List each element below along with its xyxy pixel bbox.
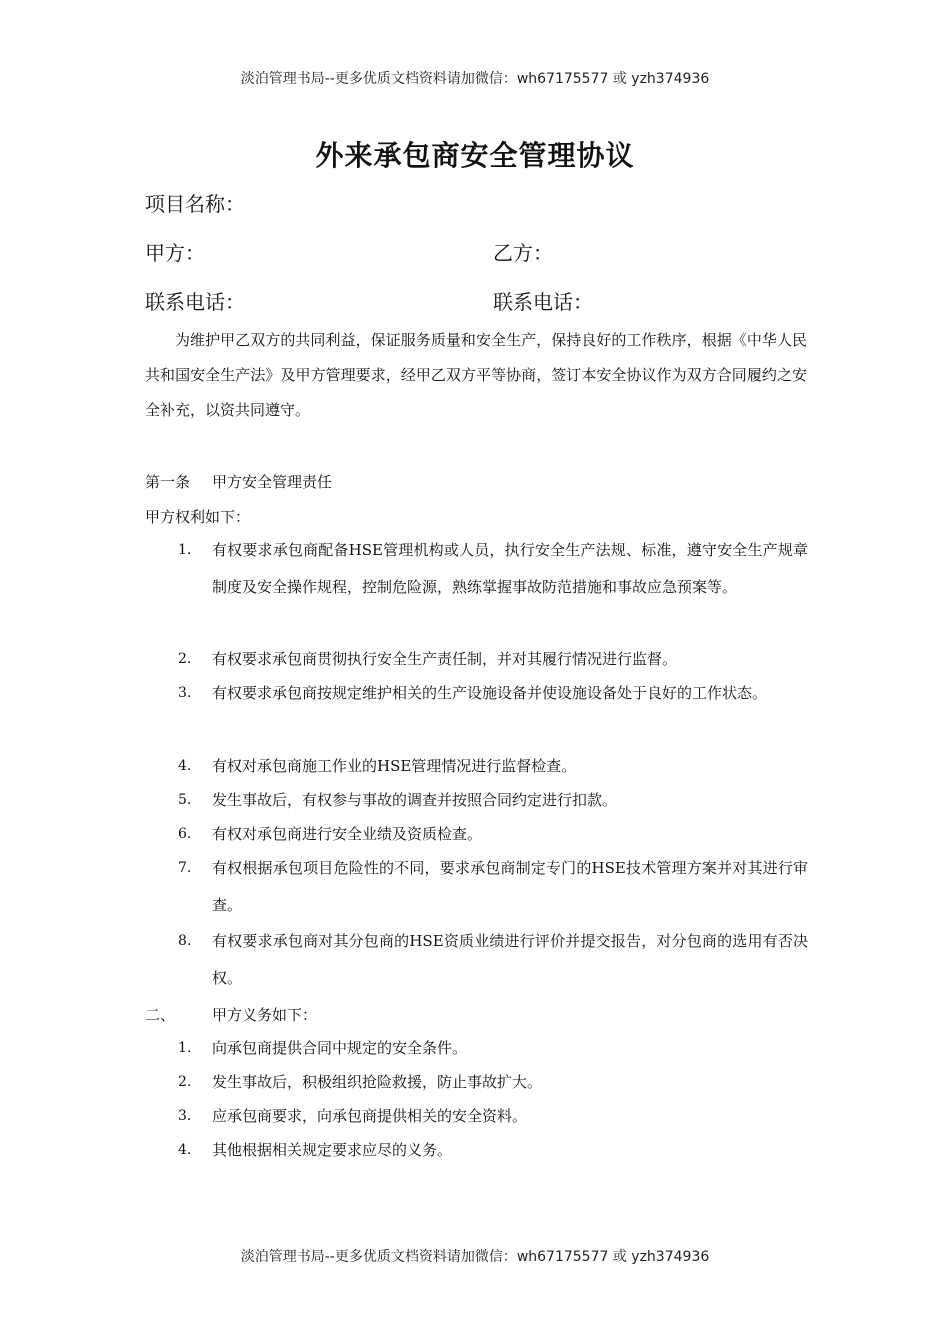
rights-item-number: 5. bbox=[178, 792, 192, 808]
phone-b-label: 联系电话： bbox=[493, 290, 593, 314]
rights-item-text: 有权对承包商进行安全业绩及资质检查。 bbox=[212, 825, 483, 843]
duties-item-text: 其他根据相关规定要求应尽的义务。 bbox=[212, 1141, 453, 1159]
rights-item-text: 有权根据承包项目危险性的不同，要求承包商制定专门的HSE技术管理方案并对其进行审查。 bbox=[212, 859, 808, 914]
intro-paragraph: 为维护甲乙双方的共同利益，保证服务质量和安全生产，保持良好的工作秩序，根据《中华人民共和国安全生产法》及甲方管理要求，经甲乙双方平等协商，签订本安全协议作为双方合同履约之安全补充，以资共同遵守。 bbox=[145, 331, 807, 419]
party-a-label: 甲方： bbox=[145, 241, 205, 265]
phone-a-label: 联系电话： bbox=[145, 290, 245, 314]
duties-item-text: 应承包商要求，向承包商提供相关的安全资料。 bbox=[212, 1107, 528, 1125]
party-b-label: 乙方： bbox=[493, 241, 553, 265]
rights-item-text: 有权要求承包商配备HSE管理机构或人员，执行安全生产法规、标准，遵守安全生产规章制度及安全操作规程，控制危险源，熟练掌握事故防范措施和事故应急预案等。 bbox=[212, 541, 808, 596]
article-number: 第一条 bbox=[145, 473, 191, 491]
duties-heading: 甲方义务如下： bbox=[212, 1006, 318, 1024]
rights-item-number: 2. bbox=[178, 651, 192, 667]
page-footer: 淡泊管理书局--更多优质文档资料请加微信：wh67175577 或 yzh374936 bbox=[240, 1249, 710, 1265]
rights-item-number: 4. bbox=[178, 758, 192, 774]
duties-number: 二、 bbox=[145, 1006, 176, 1024]
rights-item-number: 6. bbox=[178, 826, 192, 842]
rights-item-text: 有权要求承包商贯彻执行安全生产责任制，并对其履行情况进行监督。 bbox=[212, 650, 678, 668]
rights-item-number: 1. bbox=[178, 542, 192, 558]
duties-item-number: 1. bbox=[178, 1040, 192, 1056]
rights-item-text: 发生事故后，有权参与事故的调查并按照合同约定进行扣款。 bbox=[212, 791, 618, 809]
duties-item-text: 发生事故后，积极组织抢险救援，防止事故扩大。 bbox=[212, 1073, 543, 1091]
project-name-label: 项目名称： bbox=[145, 192, 245, 216]
rights-item-text: 有权要求承包商对其分包商的HSE资质业绩进行评价并提交报告，对分包商的选用有否决权。 bbox=[212, 932, 808, 987]
rights-item-number: 3. bbox=[178, 685, 192, 701]
duties-item-number: 4. bbox=[178, 1142, 192, 1158]
document-title: 外来承包商安全管理协议 bbox=[315, 139, 635, 172]
rights-heading: 甲方权利如下： bbox=[145, 508, 251, 526]
rights-item-number: 8. bbox=[178, 933, 192, 949]
rights-item-text: 有权对承包商施工作业的HSE管理情况进行监督检查。 bbox=[212, 757, 577, 775]
duties-item-number: 3. bbox=[178, 1108, 192, 1124]
duties-item-number: 2. bbox=[178, 1074, 192, 1090]
rights-item-number: 7. bbox=[178, 860, 192, 876]
page-header: 淡泊管理书局--更多优质文档资料请加微信：wh67175577 或 yzh374936 bbox=[240, 71, 710, 87]
duties-item-text: 向承包商提供合同中规定的安全条件。 bbox=[212, 1039, 468, 1057]
article-title: 甲方安全管理责任 bbox=[212, 473, 333, 491]
rights-item-text: 有权要求承包商按规定维护相关的生产设施设备并使设施设备处于良好的工作状态。 bbox=[212, 684, 768, 702]
